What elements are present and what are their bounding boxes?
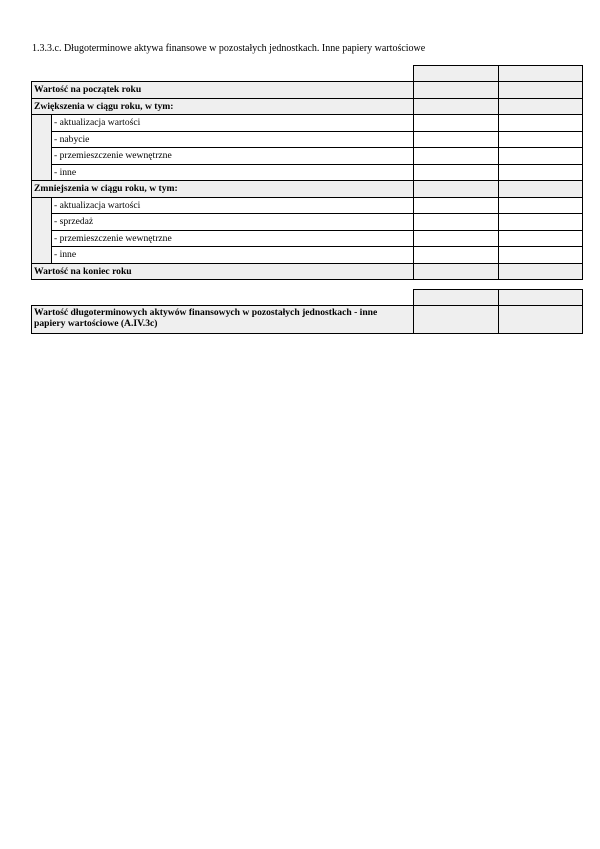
value-cell[interactable] [499, 306, 583, 334]
table-row [32, 181, 583, 198]
value-cell[interactable] [414, 82, 499, 99]
movements-table [31, 65, 583, 280]
table-row [32, 115, 583, 132]
table-row [32, 197, 583, 214]
row-label-inc-3: - przemieszczenie wewnętrzne [52, 148, 414, 165]
table-row [32, 247, 583, 264]
row-label-decrease: Zmniejszenia w ciągu roku, w tym: [32, 181, 414, 198]
value-cell[interactable] [499, 115, 583, 132]
table-row [32, 306, 583, 334]
table-row [32, 164, 583, 181]
value-cell[interactable] [414, 306, 499, 334]
value-cell[interactable] [414, 164, 499, 181]
table-row [32, 98, 583, 115]
header-row [32, 290, 583, 306]
header-cell-col1 [414, 290, 499, 306]
table-row [32, 82, 583, 99]
header-cell-col2 [499, 290, 583, 306]
header-row [32, 66, 583, 82]
value-cell[interactable] [499, 98, 583, 115]
table-row [32, 230, 583, 247]
value-cell[interactable] [414, 247, 499, 264]
table-row [32, 263, 583, 280]
value-cell[interactable] [414, 115, 499, 132]
header-cell-col2 [499, 66, 583, 82]
value-cell[interactable] [499, 148, 583, 165]
value-cell[interactable] [414, 197, 499, 214]
row-label-inc-4: - inne [52, 164, 414, 181]
value-cell[interactable] [499, 181, 583, 198]
row-label-dec-3: - przemieszczenie wewnętrzne [52, 230, 414, 247]
header-cell-col1 [414, 66, 499, 82]
value-cell[interactable] [414, 131, 499, 148]
row-label-inc-2: - nabycie [52, 131, 414, 148]
row-label-dec-1: - aktualizacja wartości [52, 197, 414, 214]
value-cell[interactable] [499, 164, 583, 181]
value-cell[interactable] [499, 247, 583, 264]
value-cell[interactable] [499, 197, 583, 214]
value-cell[interactable] [499, 230, 583, 247]
row-label-end: Wartość na koniec roku [32, 263, 414, 280]
row-label-dec-2: - sprzedaż [52, 214, 414, 231]
section-title: 1.3.3.c. Długoterminowe aktywa finansowe w pozostałych jednostkach. Inne papiery wartościowe [32, 43, 426, 54]
value-cell[interactable] [414, 214, 499, 231]
row-label-increase: Zwiększenia w ciągu roku, w tym: [32, 98, 414, 115]
table-row [32, 148, 583, 165]
value-cell[interactable] [414, 148, 499, 165]
summary-label: Wartość długoterminowych aktywów finansowych w pozostałych jednostkach - inne papiery wartościowe (A.IV.3c) [32, 306, 414, 334]
value-cell[interactable] [414, 230, 499, 247]
value-cell[interactable] [499, 82, 583, 99]
value-cell[interactable] [414, 263, 499, 280]
value-cell[interactable] [414, 98, 499, 115]
value-cell[interactable] [499, 263, 583, 280]
row-label-dec-4: - inne [52, 247, 414, 264]
value-cell[interactable] [499, 131, 583, 148]
row-label-start: Wartość na początek roku [32, 82, 414, 99]
summary-table [31, 289, 583, 334]
value-cell[interactable] [499, 214, 583, 231]
table-row [32, 214, 583, 231]
table-row [32, 131, 583, 148]
row-label-inc-1: - aktualizacja wartości [52, 115, 414, 132]
value-cell[interactable] [414, 181, 499, 198]
